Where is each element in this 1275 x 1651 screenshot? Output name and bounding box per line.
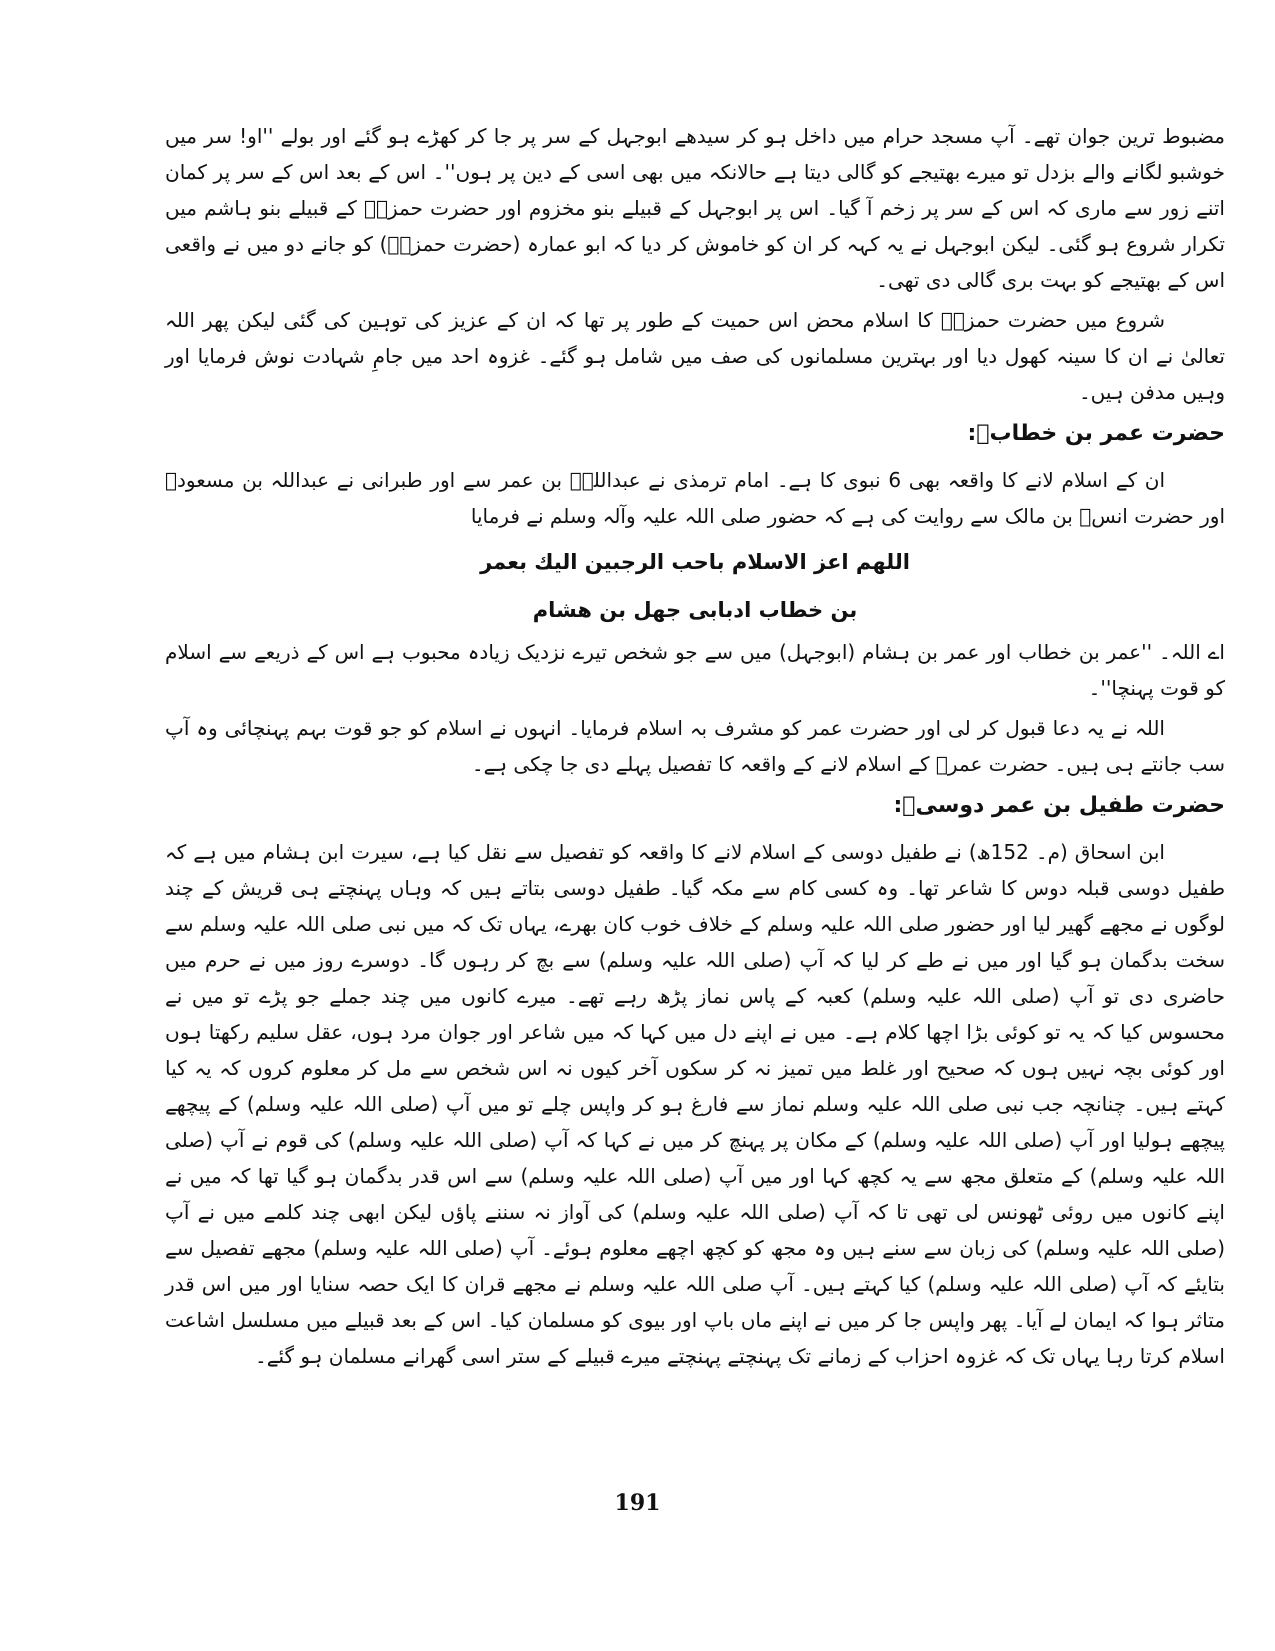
arabic-dua-line-1: اللھم اعز الاسلام باحب الرجبین الیك بعمر: [480, 550, 910, 574]
arabic-dua-line-2: بن خطاب ادبابی جھل بن ھشام: [532, 598, 858, 622]
paragraph-dua-accepted: اللہ نے یہ دعا قبول کر لی اور حضرت عمر کو مشرف بہ اسلام فرمایا۔ انہوں نے اسلام کو جو قوت بہم پہنچائی وہ آپ سب جانتے ہی ہیں۔ حضرت عمرؓ کے اسلام لانے کے واقعہ کا تفصیل پہلے دی جا چکی ہے۔: [165, 716, 1225, 776]
paragraph-umar-narration: ان کے اسلام لانے کا واقعہ بھی 6 نبوی کا ہے۔ امام ترمذی نے عبداللہؓ بن عمر سے اور طبرانی نے عبداللہ بن مسعودؓ اور حضرت انسؓ بن مالک سے روایت کی ہے کہ حضور صلی اللہ علیہ وآلہ وسلم نے فرمایا: [165, 468, 1225, 528]
paragraph-dua-translation: اے اللہ۔ ''عمر بن خطاب اور عمر بن ہشام (ابوجہل) میں سے جو شخص تیرے نزدیک زیادہ محبوب ہے اس کے ذریعے سے اسلام کو قوت پہنچا''۔: [165, 640, 1225, 700]
paragraph-hamza-story: مضبوط ترین جوان تھے۔ آپ مسجد حرام میں داخل ہو کر سیدھے ابوجہل کے سر پر جا کر کھڑے ہو گئے اور بولے ''او! سر میں خوشبو لگانے والے بزدل تو میرے بھتیجے کو گالی دیتا ہے حالانکہ میں بھی اسی کے دین پر ہوں''۔ اس کے بعد اس کے سر پر کمان اتنے زور سے ماری کہ اس کے سر پر زخم آ گیا۔ اس پر ابوجہل کے قبیلے بنو مخزوم اور حضرت حمزہؓ کے قبیلے بنو ہاشم میں تکرار شروع ہو گئی۔ لیکن ابوجہل نے یہ کہہ کر ان کو خاموش کر دیا کہ ابو عمارہ (حضرت حمزہؓ) کو جانے دو میں نے واقعی اس کے بھتیجے کو بہت بری گالی دی تھی۔: [165, 124, 1225, 292]
heading-tufail: حضرت طفیل بن عمر دوسیؓ:: [893, 793, 1225, 818]
paragraph-tufail-story: ابن اسحاق (م۔ 152ھ) نے طفیل دوسی کے اسلام لانے کا واقعہ کو تفصیل سے نقل کیا ہے، سیرت ابن ہشام میں ہے کہ طفیل دوسی قبلہ دوس کا شاعر تھا۔ وہ کسی کام سے مکہ گیا۔ طفیل دوسی بتاتے ہیں کہ وہاں پہنچتے ہی قریش کے چند لوگوں نے مجھے گھیر لیا اور حضور صلی اللہ علیہ وسلم کے خلاف خوب کان بھرے، یہاں تک کہ میں نبی صلی اللہ علیہ وسلم سے سخت بدگمان ہو گیا اور میں نے طے کر لیا کہ آپ (صلی اللہ علیہ وسلم) سے بچ کر رہوں گا۔ دوسرے روز میں نے حرم میں حاضری دی تو آپ (صلی اللہ علیہ وسلم) کعبہ کے پاس نماز پڑھ رہے تھے۔ میرے کانوں میں چند جملے جو پڑے تو میں نے محسوس کیا کہ یہ تو کوئی بڑا اچھا کلام ہے۔ میں نے اپنے دل میں کہا کہ میں شاعر اور جوان مرد ہوں، عقل سلیم رکھتا ہوں اور کوئی بچہ نہیں ہوں کہ صحیح اور غلط میں تمیز نہ کر سکوں آخر کیوں نہ اس شخص سے مل کر معلوم کروں کہ یہ کیا کہتے ہیں۔ چنانچہ جب نبی صلی اللہ علیہ وسلم نماز سے فارغ ہو کر واپس چلے تو میں آپ (صلی اللہ علیہ وسلم) کے پیچھے پیچھے ہولیا اور آپ (صلی اللہ علیہ وسلم) کے مکان پر پہنچ کر میں نے کہا کہ آپ (صلی اللہ علیہ وسلم) کی قوم نے آپ (صلی اللہ علیہ وسلم) کے متعلق مجھ سے یہ کچھ کہا اور میں آپ (صلی اللہ علیہ وسلم) سے اس قدر بدگمان ہو گیا تھا کہ میں نے اپنے کانوں میں روئی ٹھونس لی تھی تا کہ آپ (صلی اللہ علیہ وسلم) کی آواز نہ سننے پاؤں لیکن ابھی چند کلمے میں نے آپ (صلی اللہ علیہ وسلم) کی زبان سے سنے ہیں وہ مجھ کو کچھ اچھے معلوم ہوئے۔ آپ (صلی اللہ علیہ وسلم) مجھے تفصیل سے بتایئے کہ آپ (صلی اللہ علیہ وسلم) کیا کہتے ہیں۔ آپ صلی اللہ علیہ وسلم نے مجھے قران کا ایک حصہ سنایا اور میں اس قدر متاثر ہوا کہ ایمان لے آیا۔ پھر واپس جا کر میں نے اپنے ماں باپ اور بیوی کو مسلمان کیا۔ اس کے بعد قبیلے میں مسلسل اشاعت اسلام کرتا رہا یہاں تک کہ غزوہ احزاب کے زمانے تک پہنچتے پہنچتے میرے قبیلے کے ستر اسی گھرانے مسلمان ہو گئے۔: [165, 840, 1225, 1368]
page-body: [165, 118, 1225, 1378]
paragraph-hamza-islam: شروع میں حضرت حمزہؓ کا اسلام محض اس حمیت کے طور پر تھا کہ ان کے عزیز کی توہین کی گئی لیکن پھر اللہ تعالیٰ نے ان کا سینہ کھول دیا اور بہترین مسلمانوں کی صف میں شامل ہو گئے۔ غزوہ احد میں جامِ شہادت نوش فرمایا اور وہیں مدفن ہیں۔: [165, 308, 1225, 404]
page-number: 191: [614, 1490, 661, 1516]
heading-umar: حضرت عمر بن خطابؓ:: [967, 421, 1225, 446]
